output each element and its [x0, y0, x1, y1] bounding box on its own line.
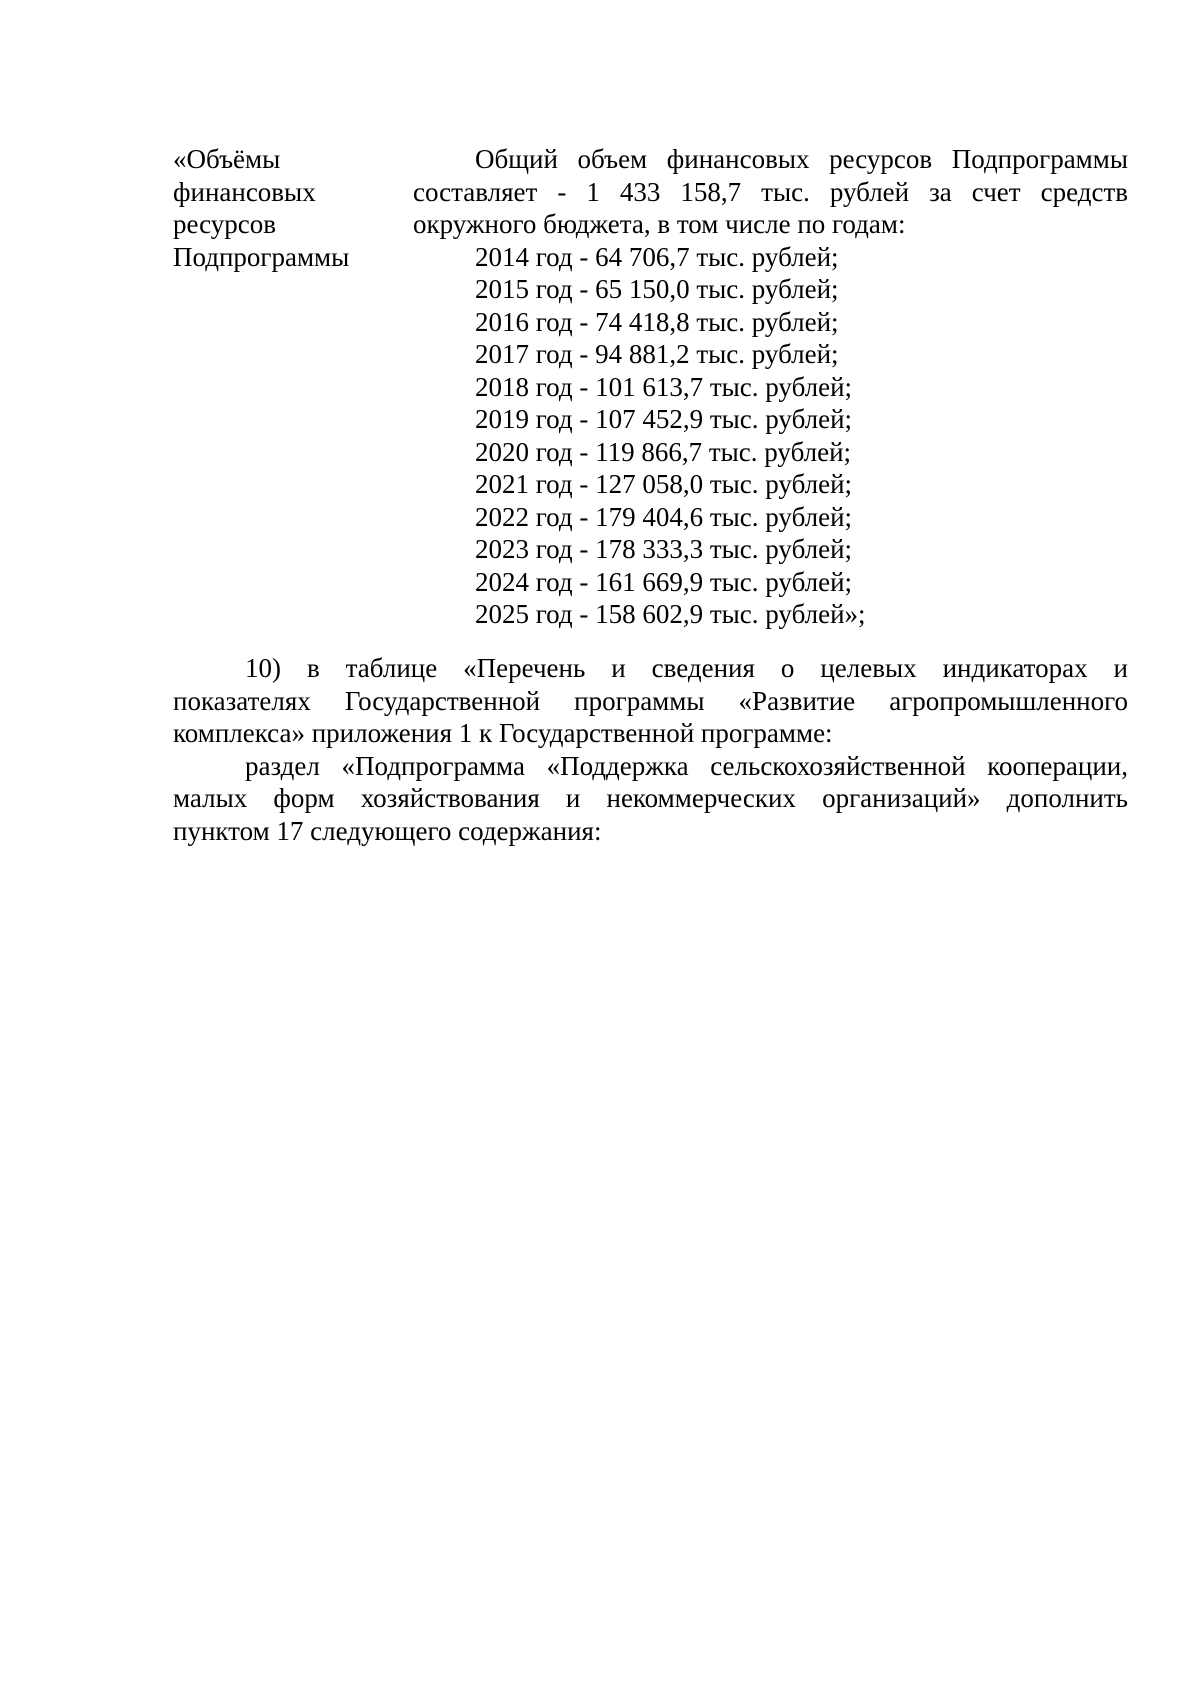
- resources-description: [413, 143, 1128, 631]
- funding-year-item: 2018 год - 101 613,7 тыс. рублей;: [475, 371, 853, 402]
- funding-year-item: 2020 год - 119 866,7 тыс. рублей;: [475, 436, 852, 467]
- funding-year-item: 2025 год - 158 602,9 тыс. рублей»;: [475, 599, 866, 629]
- section-paragraph: [173, 750, 1128, 848]
- resources-label-line: «Объёмы: [173, 144, 281, 174]
- resources-label-line: финансовых: [173, 176, 316, 207]
- funding-year-item: 2017 год - 94 881,2 тыс. рублей;: [475, 339, 839, 369]
- resources-label: [173, 143, 383, 273]
- funding-year-item: 2019 год - 107 452,9 тыс. рублей;: [475, 404, 853, 434]
- amendment-block: [173, 652, 1128, 847]
- resources-intro-line: Общий объем финансовых ресурсов Подпрограммы: [475, 144, 1128, 174]
- section-line: пунктом 17 следующего содержания:: [173, 815, 602, 846]
- funding-year-item: 2023 год - 178 333,3 тыс. рублей;: [475, 534, 853, 564]
- funding-year-item: 2022 год - 179 404,6 тыс. рублей;: [475, 501, 853, 532]
- funding-year-item: 2014 год - 64 706,7 тыс. рублей;: [475, 241, 839, 272]
- resources-label-line: Подпрограммы: [173, 241, 350, 272]
- resources-label-line: ресурсов: [173, 209, 277, 239]
- funding-year-item: 2024 год - 161 669,9 тыс. рублей;: [475, 566, 853, 597]
- resources-intro-line: составляет - 1 433 158,7 тыс. рублей за счет средств: [413, 176, 1128, 207]
- funding-year-item: 2015 год - 65 150,0 тыс. рублей;: [475, 274, 839, 304]
- funding-by-year-list: [413, 241, 1128, 631]
- section-line: малых форм хозяйствования и некоммерческих организаций» дополнить: [173, 783, 1128, 813]
- item-10-paragraph: [173, 652, 1128, 750]
- item-10-line: комплекса» приложения 1 к Государственной программе:: [173, 718, 833, 748]
- item-10-line: показателях Государственной программы «Развитие агропромышленного: [173, 685, 1128, 716]
- funding-year-item: 2021 год - 127 058,0 тыс. рублей;: [475, 469, 853, 499]
- section-line: раздел «Подпрограмма «Поддержка сельскохозяйственной кооперации,: [245, 750, 1128, 781]
- resources-intro-line: окружного бюджета, в том числе по годам:: [413, 209, 906, 239]
- item-10-line: 10) в таблице «Перечень и сведения о целевых индикаторах и: [245, 653, 1128, 683]
- funding-year-item: 2016 год - 74 418,8 тыс. рублей;: [475, 306, 839, 337]
